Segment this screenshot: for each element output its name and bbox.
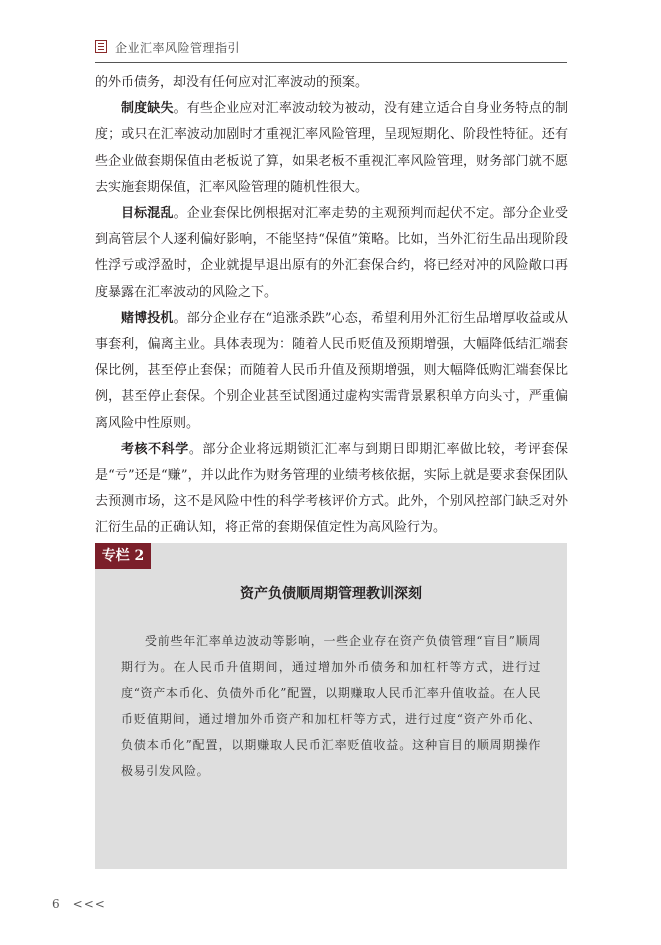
body-text	[95, 70, 568, 542]
paragraph: 的外币债务，却没有任何应对汇率波动的预案。	[95, 75, 369, 90]
box-body	[121, 628, 541, 784]
box-tag: 专栏 2	[95, 543, 151, 569]
keyword: 考核不科学	[121, 441, 189, 457]
keyword: 制度缺失	[121, 101, 174, 117]
page-number: 6	[52, 897, 61, 911]
page-header	[95, 38, 567, 63]
paragraph-text: 。部分企业存在“追涨杀跌”心态，希望利用外汇衍生品增厚收益或从事套利，偏离主业。具体表现为：随着人民币贬值及预期增强，大幅降低结汇端套保比例，甚至停止套保；而随着人民币升值及预期增强，则大幅降低购汇端套保比例，甚至停止套保。个别企业甚至试图通过虚构实需背景累积单方向头寸，严重偏离风险中性原则。	[95, 310, 568, 431]
paragraph-assessment	[95, 437, 568, 542]
paragraph-system-missing	[95, 96, 568, 201]
paragraph-text: 。企业套保比例根据对汇率走势的主观预判而起伏不定。部分企业受到高管层个人逐利偏好影响，不能坚持“保值”策略。比如，当外汇衍生品出现阶段性浮亏或浮盈时，企业就提早退出原有的外汇套保合约，将已经对冲的风险敞口再度暴露在汇率波动的风险之下。	[95, 206, 568, 300]
box-paragraph: 受前些年汇率单边波动等影响，一些企业存在资产负债管理“盲目”顺周期行为。在人民币升值期间，通过增加外币债务和加杠杆等方式，进行过度“资产本币化、负债外币化”配置，以期赚取人民币汇率升值收益。在人民币贬值期间，通过增加外币资产和加杠杆等方式，进行过度“资产外币化、负债本币化”配置，以期赚取人民币汇率贬值收益。这种盲目的顺周期操作极易引发风险。	[121, 634, 541, 778]
keyword: 赌博投机	[121, 310, 174, 326]
paragraph-goal-confusion	[95, 201, 568, 306]
sidebar-box	[95, 543, 567, 869]
paragraph-text: 。有些企业应对汇率波动较为被动，没有建立适合自身业务特点的制度；或只在汇率波动加剧时才重视汇率风险管理，呈现短期化、阶段性特征。还有些企业做套期保值由老板说了算，如果老板不重视汇率风险管理，财务部门就不愿去实施套期保值，汇率风险管理的随机性很大。	[95, 101, 568, 195]
box-title: 资产负债顺周期管理教训深刻	[240, 586, 422, 602]
running-title: 企业汇率风险管理指引	[115, 41, 241, 55]
paragraph-text: 。部分企业将远期锁汇汇率与到期日即期汇率做比较，考评套保是“亏”还是“赚”，并以此作为财务管理的业绩考核依据，实际上就是要求套保团队去预测市场，这不是风险中性的科学考核评价方式。此外，个别风控部门缺乏对外汇衍生品的正确认知，将正常的套期保值定性为高风险行为。	[95, 441, 568, 536]
keyword: 目标混乱	[121, 206, 174, 222]
page-footer	[52, 897, 118, 911]
paragraph-speculation	[95, 306, 568, 437]
footer-arrows: <<<	[72, 897, 106, 911]
book-icon	[95, 40, 107, 53]
